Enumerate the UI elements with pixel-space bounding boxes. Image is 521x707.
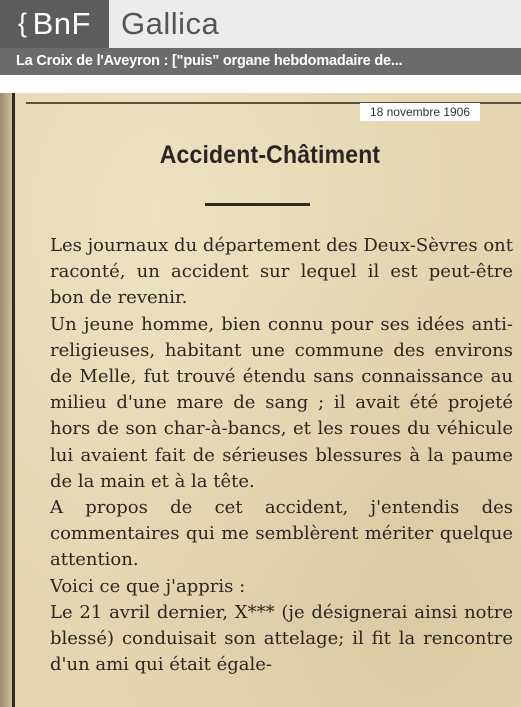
bnf-logo-brace: { <box>18 7 28 38</box>
site-header <box>0 0 521 48</box>
column-rule <box>12 93 15 707</box>
article-paragraph: Un jeune homme, bien connu pour ses idées anti-religieuses, habitant une commune des environs de Melle, fut trouvé étendu sans connaissance au milieu d'une mare de sang ; il avait été projeté hors de son char-à-bancs, et les roues du véhicule lui avaient fait de sérieuses blessures à la paume de la main et à la tête. <box>50 313 513 492</box>
bnf-logo-text: BnF <box>32 6 91 41</box>
gallica-home-link[interactable]: Gallica <box>109 0 521 48</box>
article-paragraph: Les journaux du département des Deux-Sèvres ont raconté, un accident sur lequel il est peut-être bon de revenir. <box>50 235 513 309</box>
article-paragraph: Voici ce que j'appris : <box>50 575 246 597</box>
page-gutter-shadow <box>0 93 12 707</box>
issue-date-badge: 18 novembre 1906 <box>360 103 480 121</box>
scanned-page[interactable] <box>0 93 521 707</box>
article-title: Accident-Châtiment <box>159 141 381 169</box>
document-title: La Croix de l'Aveyron : ["puis" organe hebdomadaire de... <box>0 48 521 75</box>
article-paragraph: A propos de cet accident, j'entendis des commentaires qui me semblèrent mériter quelque attention. <box>50 497 513 571</box>
header-spacer <box>0 75 521 93</box>
bnf-logo-link[interactable] <box>0 0 109 48</box>
article-body <box>50 233 513 678</box>
title-divider <box>205 203 310 206</box>
article-paragraph: Le 21 avril dernier, X*** (je désignerai ainsi notre blessé) conduisait son attelage; il fit la rencontre d'un ami qui était égale- <box>50 601 513 676</box>
